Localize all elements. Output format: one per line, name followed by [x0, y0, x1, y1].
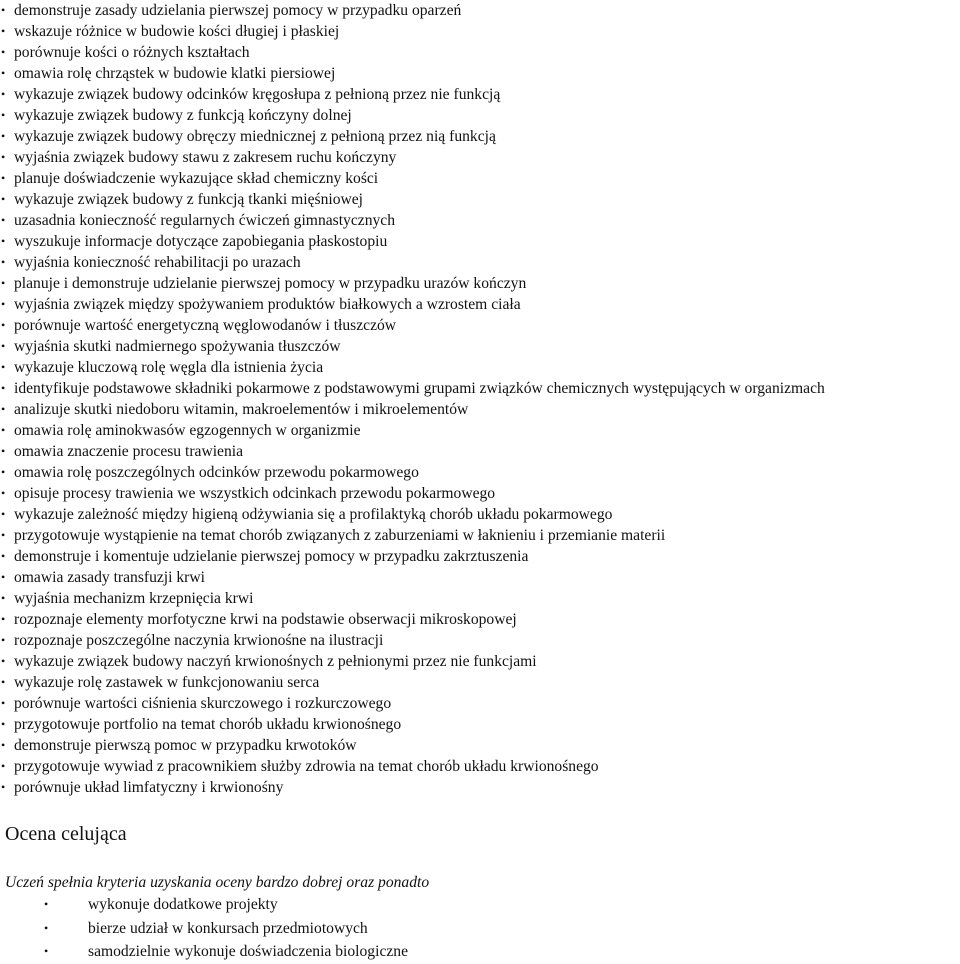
- list-item: [0, 917, 960, 941]
- bullet-icon: •: [1, 570, 6, 584]
- bullet-icon: •: [1, 339, 6, 353]
- list-item-text: opisuje procesy trawienia we wszystkich odcinkach przewodu pokarmowego: [14, 485, 496, 502]
- bullet-icon: •: [1, 297, 6, 311]
- list-item: [0, 42, 960, 63]
- list-item-text: wyjaśnia mechanizm krzepnięcia krwi: [14, 590, 254, 607]
- bullet-icon: •: [1, 528, 6, 542]
- bullet-icon: •: [1, 423, 6, 437]
- list-item-text: planuje doświadczenie wykazujące skład chemiczny kości: [14, 170, 379, 187]
- list-item: [0, 336, 960, 357]
- list-item: [0, 546, 960, 567]
- list-item: [0, 714, 960, 735]
- list-item-text: wyszukuje informacje dotyczące zapobiegania płaskostopiu: [14, 233, 388, 250]
- list-item: [0, 126, 960, 147]
- list-item-text: bierze udział w konkursach przedmiotowych: [88, 919, 368, 937]
- bullet-icon: •: [1, 234, 6, 248]
- list-item-text: omawia zasady transfuzji krwi: [14, 569, 205, 586]
- bullet-icon: •: [1, 465, 6, 479]
- list-item-text: omawia rolę chrząstek w budowie klatki piersiowej: [14, 65, 336, 82]
- list-item-text: porównuje wartości ciśnienia skurczowego i rozkurczowego: [14, 695, 392, 712]
- bullet-icon: •: [1, 381, 6, 395]
- list-item-text: wykazuje związek budowy odcinków kręgosłupa z pełnioną przez nie funkcją: [14, 86, 501, 103]
- list-item: [0, 252, 960, 273]
- extra-requirements-list: [0, 893, 960, 964]
- list-item: [0, 357, 960, 378]
- list-item-text: przygotowuje wywiad z pracownikiem służby zdrowia na temat chorób układu krwionośnego: [14, 758, 599, 775]
- bullet-icon: •: [44, 897, 49, 911]
- list-item: [0, 273, 960, 294]
- bullet-icon: •: [1, 759, 6, 773]
- list-item: [0, 588, 960, 609]
- list-item-text: omawia rolę aminokwasów egzogennych w organizmie: [14, 422, 361, 439]
- bullet-icon: •: [1, 780, 6, 794]
- list-item: [0, 315, 960, 336]
- list-item: [0, 378, 960, 399]
- list-item: [0, 147, 960, 168]
- list-item-text: omawia znaczenie procesu trawienia: [14, 443, 244, 460]
- list-item-text: uzasadnia konieczność regularnych ćwiczeń gimnastycznych: [14, 212, 396, 229]
- bullet-icon: •: [1, 276, 6, 290]
- list-item-text: wykazuje związek budowy obręczy miednicznej z pełnioną przez nią funkcją: [14, 128, 496, 145]
- list-item-text: wykazuje związek budowy naczyń krwionośnych z pełnionymi przez nie funkcjami: [14, 653, 537, 670]
- bullet-icon: •: [1, 150, 6, 164]
- list-item-text: wyjaśnia konieczność rehabilitacji po urazach: [14, 254, 301, 271]
- list-item-text: wykazuje związek budowy z funkcją tkanki mięśniowej: [14, 191, 364, 208]
- bullet-icon: •: [1, 360, 6, 374]
- list-item: [0, 504, 960, 525]
- list-item-text: planuje i demonstruje udzielanie pierwszej pomocy w przypadku urazów kończyn: [14, 275, 527, 292]
- list-item: [0, 630, 960, 651]
- bullet-icon: •: [1, 486, 6, 500]
- list-item-text: przygotowuje wystąpienie na temat chorób związanych z zaburzeniami w łaknieniu i przemianie materii: [14, 527, 666, 544]
- bullet-icon: •: [1, 171, 6, 185]
- list-item-text: wyjaśnia związek budowy stawu z zakresem ruchu kończyny: [14, 149, 397, 166]
- list-item-text: przygotowuje portfolio na temat chorób układu krwionośnego: [14, 716, 402, 733]
- list-item-text: rozpoznaje elementy morfotyczne krwi na podstawie obserwacji mikroskopowej: [14, 611, 517, 628]
- list-item: [0, 525, 960, 546]
- list-item-text: demonstruje pierwszą pomoc w przypadku krwotoków: [14, 737, 357, 754]
- bullet-icon: •: [1, 24, 6, 38]
- bullet-icon: •: [44, 944, 49, 958]
- list-item: [0, 483, 960, 504]
- list-item-text: wyjaśnia związek między spożywaniem produktów białkowych a wzrostem ciała: [14, 296, 521, 313]
- list-item-text: porównuje kości o różnych kształtach: [14, 44, 250, 61]
- list-item: [0, 0, 960, 21]
- list-item: [0, 21, 960, 42]
- list-item: [0, 189, 960, 210]
- bullet-icon: •: [1, 192, 6, 206]
- list-item: [0, 441, 960, 462]
- bullet-icon: •: [1, 45, 6, 59]
- section-heading: Ocena celująca: [5, 823, 127, 845]
- bullet-icon: •: [1, 3, 6, 17]
- list-item-text: rozpoznaje poszczególne naczynia krwionośne na ilustracji: [14, 632, 384, 649]
- list-item-text: wykazuje zależność między higieną odżywiania się a profilaktyką chorób układu pokarmowego: [14, 506, 613, 523]
- list-item-text: wyjaśnia skutki nadmiernego spożywania tłuszczów: [14, 338, 341, 355]
- list-item-text: analizuje skutki niedoboru witamin, makroelementów i mikroelementów: [14, 401, 469, 418]
- list-item: [0, 231, 960, 252]
- list-item: [0, 168, 960, 189]
- bullet-icon: •: [1, 696, 6, 710]
- list-item-text: wykazuje związek budowy z funkcją kończyny dolnej: [14, 107, 352, 124]
- bullet-icon: •: [1, 129, 6, 143]
- list-item: [0, 609, 960, 630]
- bullet-icon: •: [1, 675, 6, 689]
- list-item: [0, 735, 960, 756]
- list-item-text: porównuje wartość energetyczną węglowodanów i tłuszczów: [14, 317, 397, 334]
- list-item: [0, 462, 960, 483]
- bullet-icon: •: [1, 738, 6, 752]
- bullet-icon: •: [1, 591, 6, 605]
- bullet-icon: •: [1, 87, 6, 101]
- bullet-icon: •: [1, 654, 6, 668]
- list-item: [0, 693, 960, 714]
- list-item: [0, 777, 960, 798]
- list-item: [0, 567, 960, 588]
- list-item-text: wykazuje rolę zastawek w funkcjonowaniu serca: [14, 674, 320, 691]
- list-item: [0, 84, 960, 105]
- bullet-icon: •: [1, 507, 6, 521]
- list-item: [0, 756, 960, 777]
- bullet-icon: •: [1, 717, 6, 731]
- bullet-icon: •: [1, 612, 6, 626]
- list-item: [0, 210, 960, 231]
- bullet-icon: •: [1, 255, 6, 269]
- bullet-icon: •: [1, 633, 6, 647]
- list-item: [0, 399, 960, 420]
- list-item-text: porównuje układ limfatyczny i krwionośny: [14, 779, 284, 796]
- bullet-icon: •: [1, 318, 6, 332]
- list-item: [0, 651, 960, 672]
- bullet-icon: •: [1, 66, 6, 80]
- bullet-icon: •: [1, 213, 6, 227]
- bullet-icon: •: [1, 108, 6, 122]
- bullet-icon: •: [1, 549, 6, 563]
- list-item-text: wykazuje kluczową rolę węgla dla istnienia życia: [14, 359, 324, 376]
- bullet-icon: •: [44, 920, 49, 935]
- list-item-text: demonstruje i komentuje udzielanie pierwszej pomocy w przypadku zakrztuszenia: [14, 548, 529, 565]
- bullet-icon: •: [1, 402, 6, 416]
- list-item-text: omawia rolę poszczególnych odcinków przewodu pokarmowego: [14, 464, 419, 481]
- list-item-text: samodzielnie wykonuje doświadczenia biologiczne: [88, 943, 408, 960]
- list-item: [0, 294, 960, 315]
- list-item: [0, 105, 960, 126]
- section-intro: Uczeń spełnia kryteria uzyskania oceny bardzo dobrej oraz ponadto: [5, 874, 430, 891]
- list-item-text: demonstruje zasady udzielania pierwszej pomocy w przypadku oparzeń: [14, 2, 462, 19]
- list-item-text: wykonuje dodatkowe projekty: [88, 896, 278, 913]
- list-item: [0, 893, 960, 917]
- list-item-text: wskazuje różnice w budowie kości długiej i płaskiej: [14, 23, 340, 40]
- list-item-text: identyfikuje podstawowe składniki pokarmowe z podstawowymi grupami związków chemicznych występujących w organizmach: [14, 380, 825, 397]
- bullet-icon: •: [1, 444, 6, 458]
- list-item: [0, 420, 960, 441]
- list-item: [0, 672, 960, 693]
- list-item: [0, 940, 960, 964]
- list-item: [0, 63, 960, 84]
